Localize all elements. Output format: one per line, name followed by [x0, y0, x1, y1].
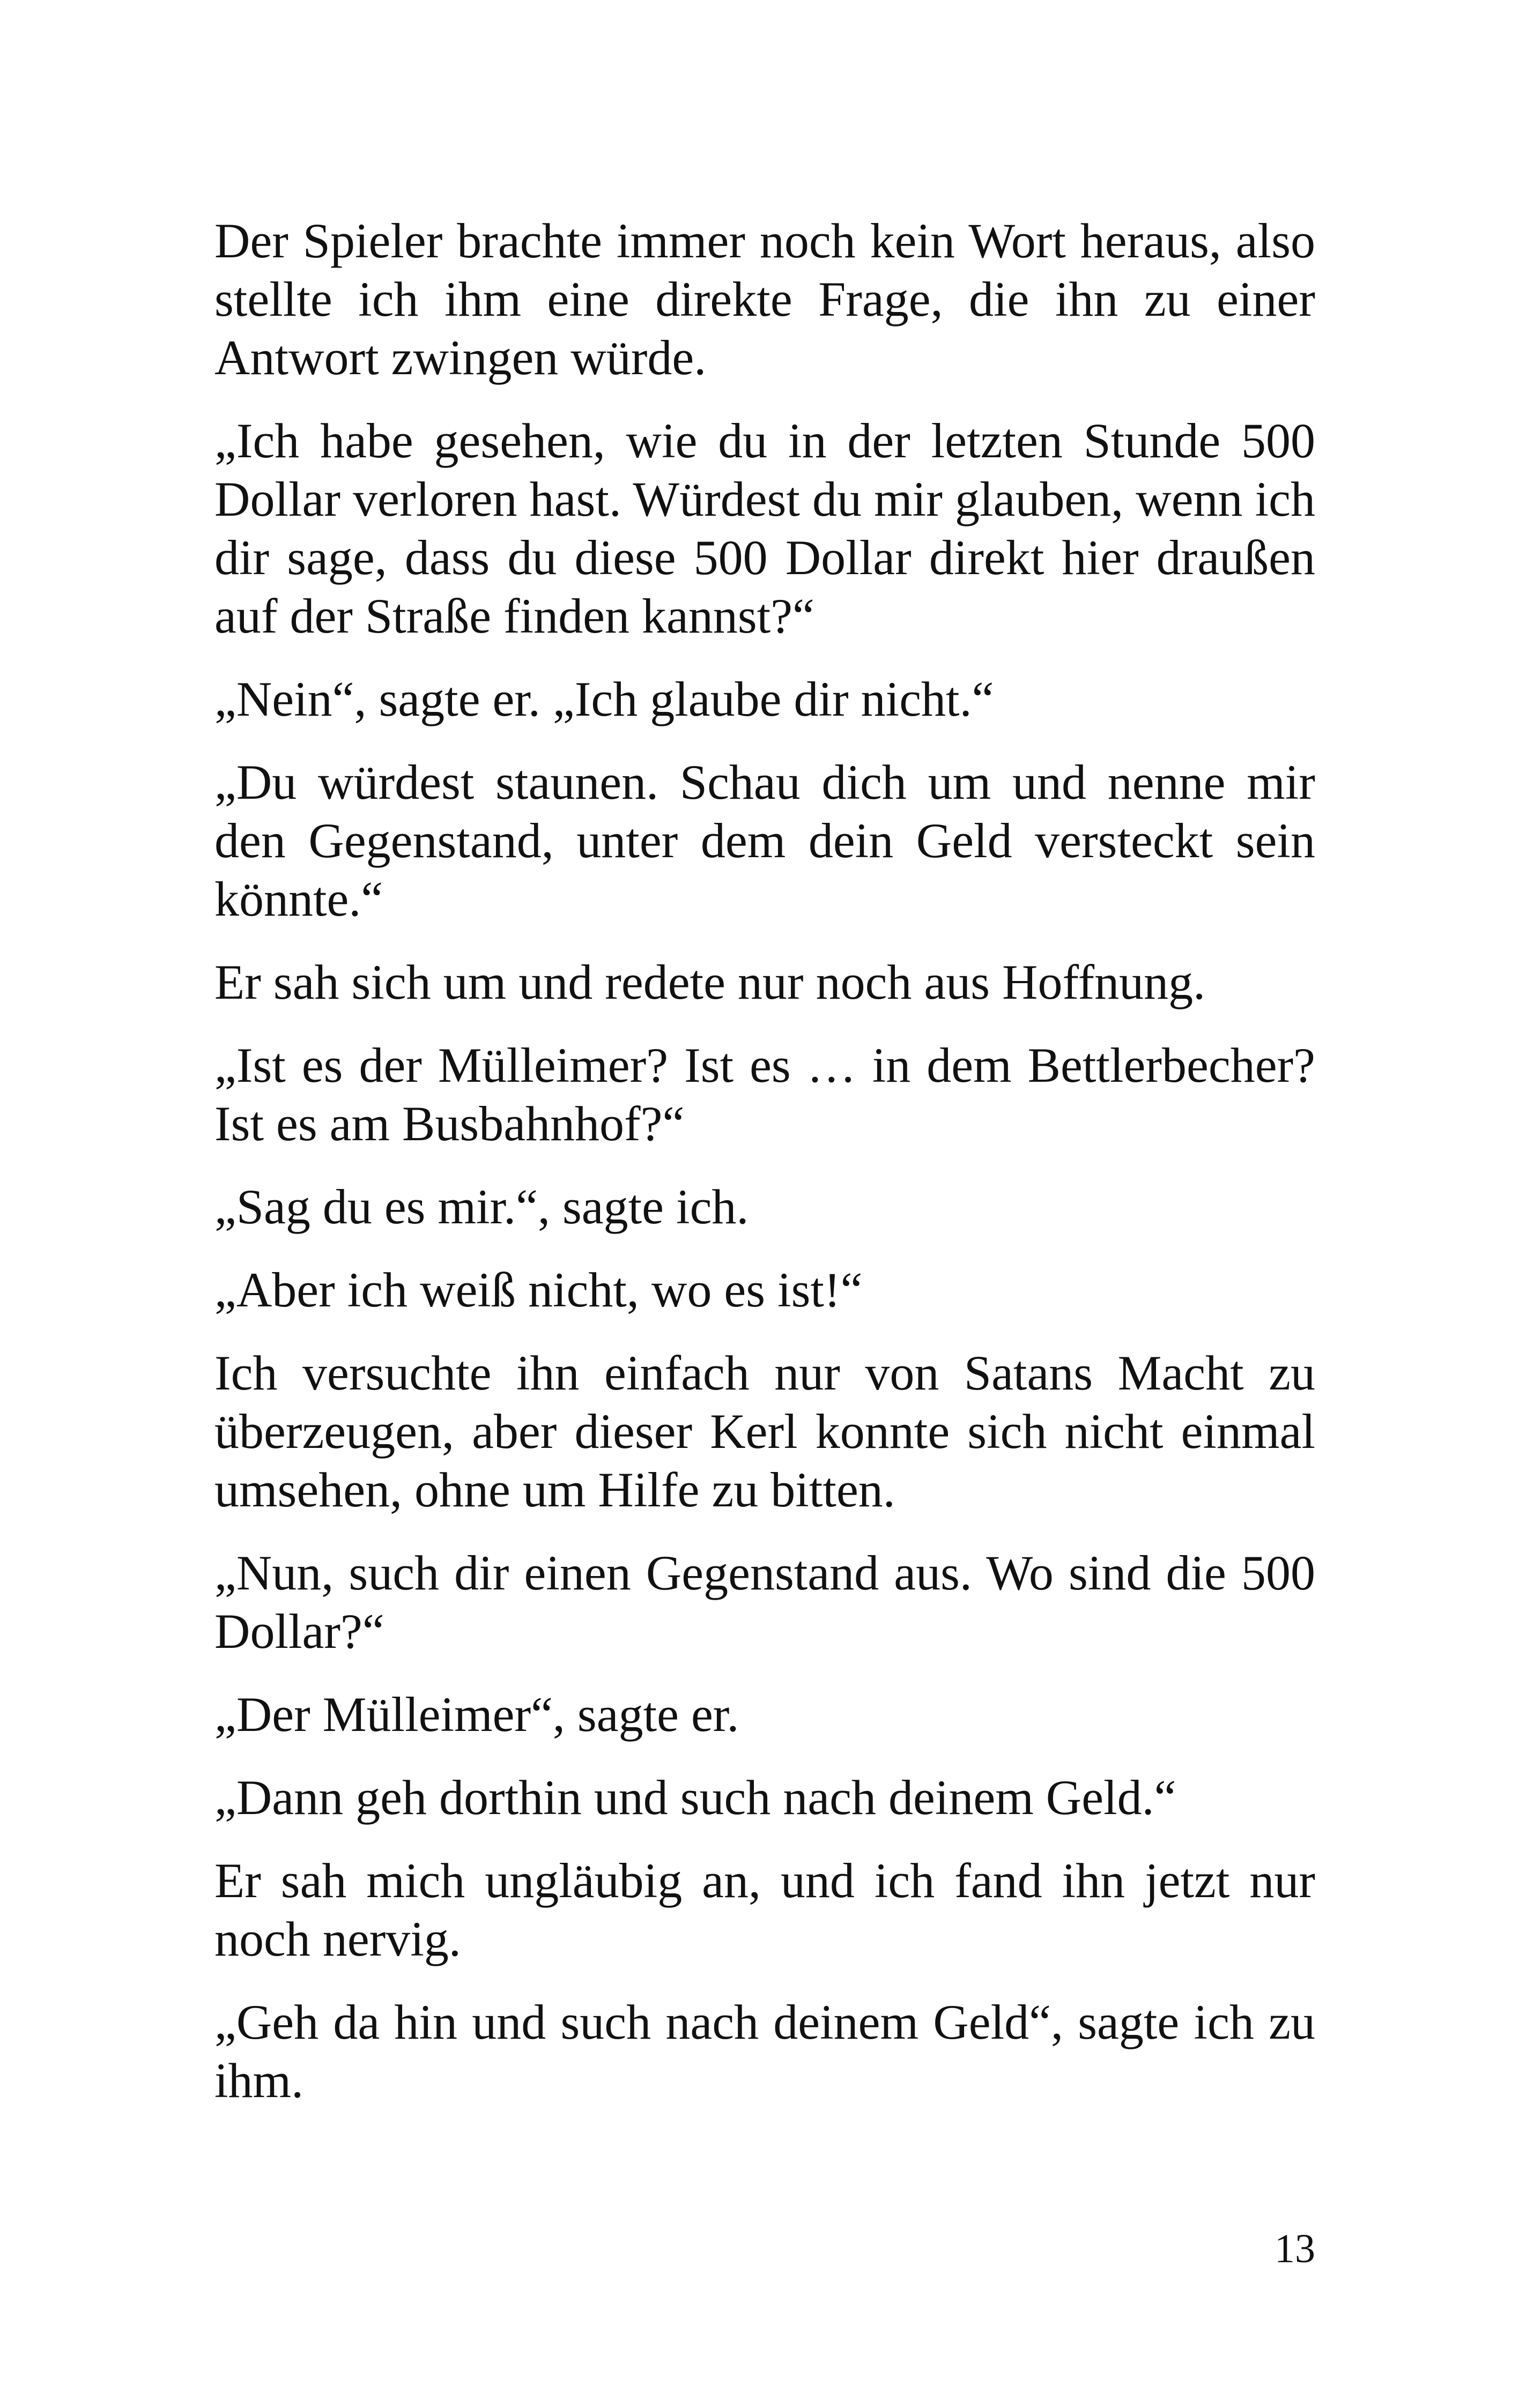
body-text: [214, 212, 1315, 2135]
paragraph-10: „Nun, such dir einen Gegenstand aus. Wo sind die 500 Dollar?“: [214, 1545, 1315, 1659]
paragraph-8: „Aber ich weiß nicht, wo es ist!“: [214, 1262, 863, 1317]
paragraph-9: Ich versuchte ihn einfach nur von Satans Macht zu überzeugen, aber dieser Kerl konnte sich nicht einmal umsehen, ohne um Hilfe zu bitten.: [214, 1346, 1315, 1517]
paragraph-4: „Du würdest staunen. Schau dich um und nenne mir den Gegenstand, unter dem dein Geld versteckt sein könnte.“: [214, 755, 1315, 926]
paragraph-6: „Ist es der Mülleimer? Ist es … in dem Bettlerbecher? Ist es am Busbahnhof?“: [214, 1038, 1315, 1151]
paragraph-5: Er sah sich um und redete nur noch aus Hoffnung.: [214, 955, 1206, 1009]
paragraph-14: „Geh da hin und such nach deinem Geld“, sagte ich zu ihm.: [214, 1995, 1315, 2108]
paragraph-2: „Ich habe gesehen, wie du in der letzten Stunde 500 Dollar verloren hast. Würdest du mir glauben, wenn ich dir sage, dass du diese 500 Dollar direkt hier draußen auf der Straße finden kannst?“: [214, 413, 1315, 643]
paragraph-12: „Dann geh dorthin und such nach deinem Geld.“: [214, 1770, 1176, 1825]
paragraph-3: „Nein“, sagte er. „Ich glaube dir nicht.“: [214, 672, 994, 726]
paragraph-13: Er sah mich ungläubig an, und ich fand ihn jetzt nur noch nervig.: [214, 1853, 1315, 1966]
paragraph-1: Der Spieler brachte immer noch kein Wort heraus, also stellte ich ihm eine direkte Frage, die ihn zu einer Antwort zwingen würde.: [214, 213, 1315, 385]
paragraph-11: „Der Mülleimer“, sagte er.: [214, 1687, 739, 1742]
page-number: 13: [1275, 2226, 1315, 2271]
paragraph-7: „Sag du es mir.“, sagte ich.: [214, 1179, 749, 1234]
